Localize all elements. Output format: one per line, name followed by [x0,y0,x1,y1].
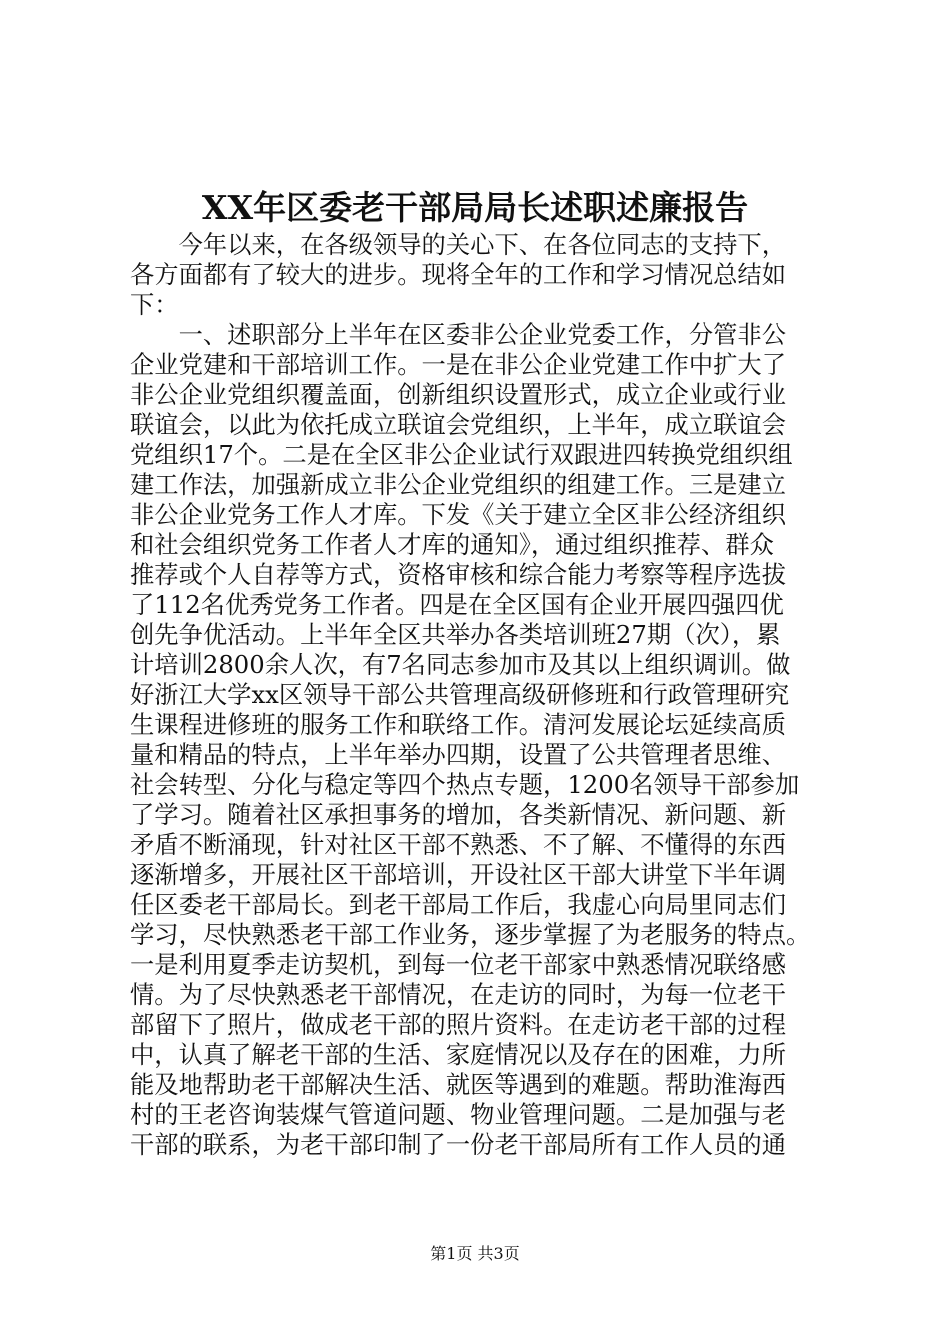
body-line: 非公企业党组织覆盖面，创新组织设置形式，成立企业或行业 [130,380,787,409]
body-line: 了学习。随着社区承担事务的增加，各类新情况、新问题、新 [130,800,787,829]
body-line: 非公企业党务工作人才库。下发《关于建立全区非公经济组织 [130,500,787,529]
body-line: 能及地帮助老干部解决生活、就医等遇到的难题。帮助淮海西 [130,1070,787,1099]
body-line: 矛盾不断涌现，针对社区干部不熟悉、不了解、不懂得的东西 [130,830,787,859]
body-line: 一、述职部分上半年在区委非公企业党委工作，分管非公 [130,320,787,349]
body-line: 部留下了照片，做成老干部的照片资料。在走访老干部的过程 [130,1010,787,1039]
body-line: 逐渐增多，开展社区干部培训，开设社区干部大讲堂下半年调 [130,860,787,889]
body-line: 社会转型、分化与稳定等四个热点专题，1200名领导干部参加 [130,770,800,799]
body-line: 情。为了尽快熟悉老干部情况，在走访的同时，为每一位老干 [130,980,787,1009]
document-title: XX年区委老干部局局长述职述廉报告 [201,188,749,227]
body-line: 任区委老干部局长。到老干部局工作后，我虚心向局里同志们 [130,890,787,919]
body-line: 村的王老咨询装煤气管道问题、物业管理问题。二是加强与老 [130,1100,787,1129]
body-line: 好浙江大学xx区领导干部公共管理高级研修班和行政管理研究 [130,680,790,709]
body-line: 建工作法，加强新成立非公企业党组织的组建工作。三是建立 [130,470,787,499]
page-number: 第1页 共3页 [430,1244,520,1263]
body-line: 和社会组织党务工作者人才库的通知》，通过组织推荐、群众 [130,530,774,559]
body-line: 中，认真了解老干部的生活、家庭情况以及存在的困难，力所 [130,1040,787,1069]
body-line: 推荐或个人自荐等方式，资格审核和综合能力考察等程序选拔 [130,560,787,589]
body-line: 各方面都有了较大的进步。现将全年的工作和学习情况总结如 [130,260,787,289]
document-body [130,230,830,1160]
body-line: 一是利用夏季走访契机，到每一位老干部家中熟悉情况联络感 [130,950,787,979]
body-line: 生课程进修班的服务工作和联络工作。清河发展论坛延续高质 [130,710,787,739]
body-line: 下： [130,290,179,319]
body-line: 今年以来，在各级领导的关心下、在各位同志的支持下， [130,230,787,259]
body-line: 量和精品的特点，上半年举办四期，设置了公共管理者思维、 [130,740,787,769]
body-line: 联谊会，以此为依托成立联谊会党组织，上半年，成立联谊会 [130,410,787,439]
body-line: 创先争优活动。上半年全区共举办各类培训班27期（次），累 [130,620,781,649]
body-line: 计培训2800余人次，有7名同志参加市及其以上组织调训。做 [130,650,791,679]
body-line: 企业党建和干部培训工作。一是在非公企业党建工作中扩大了 [130,350,787,379]
body-line: 了112名优秀党务工作者。四是在全区国有企业开展四强四优 [130,590,784,619]
body-line: 党组织17个。二是在全区非公企业试行双跟进四转换党组织组 [130,440,793,469]
body-line: 干部的联系，为老干部印制了一份老干部局所有工作人员的通 [130,1130,787,1159]
body-line: 学习，尽快熟悉老干部工作业务，逐步掌握了为老服务的特点。 [130,920,811,949]
